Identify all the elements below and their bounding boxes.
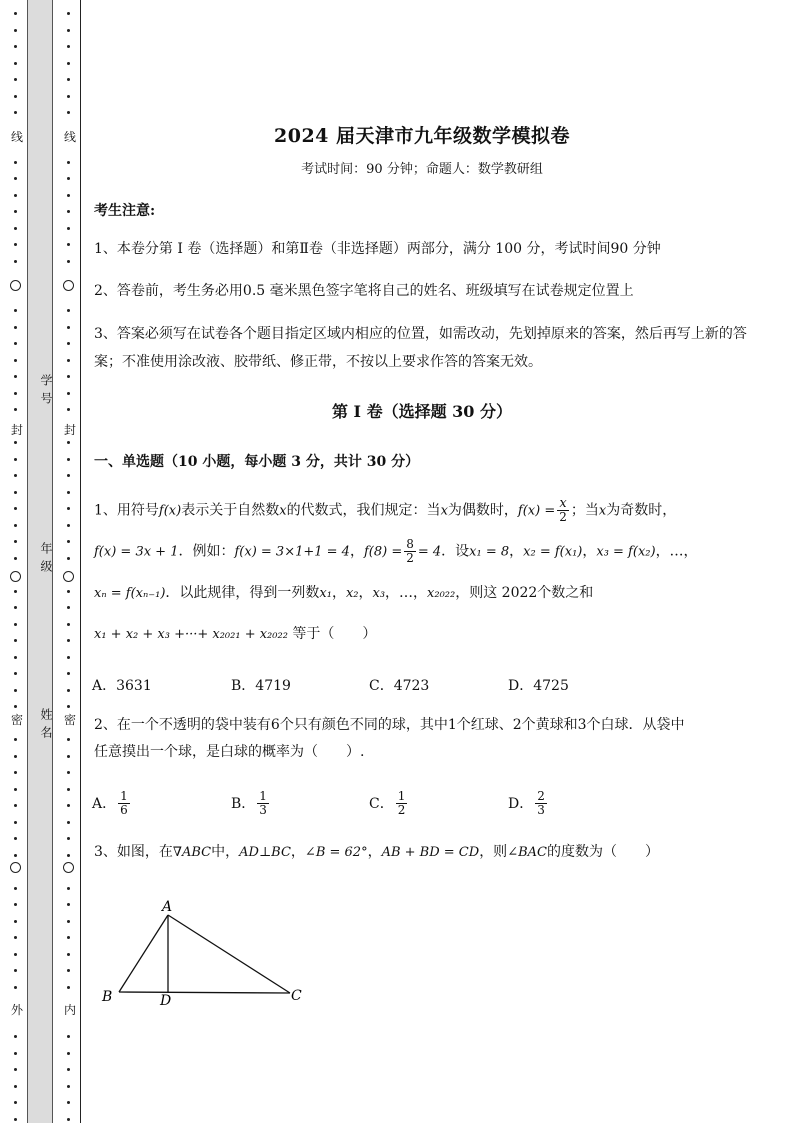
q1-text: ， [331, 585, 346, 601]
seal-char: 线 [63, 130, 76, 144]
seal-dot [67, 788, 70, 791]
q1-text: ，…， [385, 585, 428, 601]
foot-d-label: D [160, 993, 172, 1009]
seal-dot [14, 78, 17, 81]
seal-dot [67, 837, 70, 840]
seal-dot [67, 441, 70, 444]
q1-text: 的代数式，我们规定：当 [286, 502, 441, 519]
notice-item-1: 1、本卷分第 I 卷（选择题）和第Ⅱ卷（非选择题）两部分，满分 100 分，考试时间90 分钟 [94, 241, 661, 257]
denominator: 2 [559, 510, 567, 524]
q2-option-b[interactable] [231, 786, 271, 820]
seal-dot [14, 177, 17, 180]
option-label: D． [508, 796, 534, 812]
q3-math: ∇ABC [172, 845, 212, 860]
q1-math: x₁ [319, 586, 332, 601]
q1-line-3 [94, 580, 750, 607]
notice-heading: 考生注意: [94, 203, 156, 219]
field-grade: 年级 [39, 542, 53, 578]
seal-dot [67, 689, 70, 692]
q1-text: ；当 [570, 502, 599, 519]
seal-dot [67, 854, 70, 857]
seal-dot [14, 788, 17, 791]
seal-dot [14, 29, 17, 32]
q1-text: 等于（ ） [287, 626, 377, 642]
seal-char: 密 [63, 713, 76, 727]
q1-math: f(8) = [363, 544, 403, 560]
q1-math: x [598, 503, 607, 519]
vertex-c-label: C [291, 988, 302, 1004]
q1-line-1 [94, 497, 750, 525]
numerator: 1 [397, 788, 406, 803]
q1-line-2 [94, 538, 750, 566]
q1-text: ， [358, 585, 373, 601]
seal-dot [14, 1052, 17, 1055]
q3-line-1 [94, 839, 750, 866]
q1-options [92, 668, 752, 702]
seal-dot [67, 62, 70, 65]
seal-dot [67, 821, 70, 824]
seal-dot [67, 969, 70, 972]
seal-dot [14, 821, 17, 824]
seal-dot [67, 1118, 70, 1121]
seal-dot [14, 227, 17, 230]
vertex-a-label: A [162, 899, 173, 915]
q1-text: ， [349, 543, 364, 560]
seal-dot [67, 804, 70, 807]
seal-dot [14, 194, 17, 197]
seal-dot [14, 705, 17, 708]
seal-dot [14, 540, 17, 543]
q1-text: ．以此规律，得到一列数 [165, 585, 320, 601]
q1-text: ．例如： [178, 543, 235, 560]
seal-dot [67, 177, 70, 180]
seal-dot [14, 656, 17, 659]
fraction [404, 538, 416, 565]
fraction [557, 497, 569, 524]
page-title: 2024 届天津市九年级数学模拟卷 [274, 125, 570, 147]
fraction [118, 790, 130, 817]
seal-dot [14, 887, 17, 890]
q1-text: 1、用符号 [94, 502, 159, 519]
seal-dot [14, 458, 17, 461]
seal-dot [14, 474, 17, 477]
q1-option-c[interactable]: C．4723 [369, 678, 430, 694]
seal-dot [14, 408, 17, 411]
seal-dot [14, 441, 17, 444]
side-ab [119, 915, 168, 992]
seal-dot [67, 29, 70, 32]
q1-option-d[interactable]: D．4725 [508, 678, 569, 694]
seal-dot [14, 557, 17, 560]
seal-dot [14, 260, 17, 263]
seal-dot [14, 491, 17, 494]
seal-dot [14, 804, 17, 807]
seal-dot [14, 755, 17, 758]
seal-dot [14, 243, 17, 246]
seal-dot [67, 45, 70, 48]
seal-dot [14, 210, 17, 213]
seal-dot [14, 590, 17, 593]
q1-math: x₃ [372, 586, 386, 601]
triangle-figure [92, 895, 322, 1015]
seal-dot [67, 755, 70, 758]
seal-dot [67, 705, 70, 708]
seal-dot [14, 1085, 17, 1088]
seal-dot [67, 375, 70, 378]
seal-dot [14, 771, 17, 774]
seal-dot [67, 491, 70, 494]
q1-math: x₂ [345, 586, 359, 601]
q1-text: ．设 [441, 543, 470, 560]
q1-text: ，…， [655, 543, 698, 560]
seal-dot [14, 969, 17, 972]
seal-dot [67, 1052, 70, 1055]
section-heading: 第 I 卷（选择题 30 分） [331, 402, 513, 421]
seal-dot [14, 342, 17, 345]
q1-text: ， [509, 543, 524, 560]
seal-dot [67, 639, 70, 642]
fraction [257, 790, 269, 817]
seal-dot [14, 111, 17, 114]
seal-dot [14, 738, 17, 741]
seal-char: 内 [63, 1003, 76, 1017]
seal-dot [67, 771, 70, 774]
seal-dot [67, 936, 70, 939]
q1-math: f(x) = [517, 503, 556, 519]
numerator: 1 [259, 788, 267, 803]
q3-math: ∠B = 62° [304, 845, 368, 860]
seal-dot [14, 903, 17, 906]
seal-dot [67, 656, 70, 659]
q1-math: xₙ = f(xₙ₋₁) [94, 586, 166, 601]
vertex-b-label: B [102, 989, 113, 1005]
seal-dot [67, 903, 70, 906]
seal-char: 封 [63, 423, 76, 437]
field-student-id: 学号 [39, 374, 53, 410]
numerator: x [559, 496, 567, 511]
q2-line-1: 2、在一个不透明的袋中装有6个只有颜色不同的球，其中1个红球、2个黄球和3个白球．从袋中 [94, 717, 685, 733]
notice-item-3: 3、答案必须写在试卷各个题目指定区域内相应的位置，如需改动，先划掉原来的答案，然后再写上新的答案；不准使用涂改液、胶带纸、修正带，不按以上要求作答的答案无效。 [94, 326, 747, 370]
numerator: 1 [120, 788, 128, 803]
seal-dot [14, 606, 17, 609]
seal-ring [63, 862, 74, 873]
seal-dot [14, 639, 17, 642]
seal-dot [67, 623, 70, 626]
q3-text: ，则 [479, 844, 508, 860]
q1-text: ， [582, 543, 597, 560]
seal-dot [14, 1068, 17, 1071]
q1-math: x₃ = f(x₂) [596, 544, 656, 560]
seal-dot [67, 590, 70, 593]
q1-option-b[interactable]: B．4719 [231, 678, 291, 694]
seal-char: 外 [10, 1003, 23, 1017]
seal-dot [14, 1035, 17, 1038]
q1-math: x₁ + x₂ + x₃ +···+ x₂₀₂₁ + x₂₀₂₂ [94, 627, 288, 642]
seal-dot [14, 854, 17, 857]
seal-dot [67, 326, 70, 329]
seal-dot [14, 837, 17, 840]
exam-meta: 考试时间：90 分钟；命题人：数学教研组 [301, 162, 543, 177]
seal-dot [14, 986, 17, 989]
seal-dot [67, 309, 70, 312]
q1-line-4 [94, 621, 750, 648]
seal-dot [14, 672, 17, 675]
seal-dot [14, 623, 17, 626]
seal-dot [67, 111, 70, 114]
q1-text: 表示关于自然数 [181, 502, 280, 519]
option-label: B． [231, 796, 256, 812]
seal-dot [67, 606, 70, 609]
fraction [396, 790, 408, 817]
seal-dot [14, 62, 17, 65]
q2-option-d[interactable] [508, 786, 549, 820]
q3-math: AB + BD = CD [381, 845, 480, 860]
denominator: 2 [397, 802, 406, 817]
q1-option-a[interactable]: A．3631 [92, 678, 152, 694]
seal-dot [14, 12, 17, 15]
seal-dot [14, 326, 17, 329]
q2-option-a[interactable] [92, 786, 132, 820]
q1-math: x₂₀₂₂ [427, 586, 456, 601]
seal-dot [14, 689, 17, 692]
outer-seal-line [8, 0, 24, 1123]
seal-ring [10, 571, 21, 582]
denominator: 2 [406, 551, 414, 565]
seal-dot [67, 738, 70, 741]
seal-dot [67, 986, 70, 989]
q1-math: x₂ = f(x₁) [523, 544, 583, 560]
seal-dot [67, 540, 70, 543]
q3-text: ， [367, 844, 382, 860]
q1-math: x₁ = 8 [469, 544, 510, 560]
fraction [535, 790, 547, 817]
seal-dot [14, 936, 17, 939]
seal-dot [67, 408, 70, 411]
seal-dot [14, 524, 17, 527]
seal-dot [67, 672, 70, 675]
student-info-strip [27, 0, 53, 1123]
seal-dot [67, 392, 70, 395]
q3-text: ， [290, 844, 305, 860]
seal-dot [67, 243, 70, 246]
seal-dot [67, 194, 70, 197]
denominator: 3 [259, 802, 267, 817]
inner-seal-line [61, 0, 77, 1123]
seal-dot [67, 1085, 70, 1088]
side-ac [168, 915, 290, 993]
seal-ring [10, 280, 21, 291]
field-name: 姓名 [39, 708, 53, 744]
seal-char: 线 [10, 130, 23, 144]
seal-dot [14, 1118, 17, 1121]
seal-dot [67, 920, 70, 923]
seal-dot [67, 359, 70, 362]
q3-math: AD⊥BC [239, 845, 291, 860]
seal-dot [14, 953, 17, 956]
notice-item-2: 2、答卷前，考生务必用0.5 毫米黑色签字笔将自己的姓名、班级填写在试卷规定位置上 [94, 283, 634, 299]
denominator: 6 [120, 802, 128, 817]
seal-dot [67, 161, 70, 164]
denominator: 3 [537, 802, 545, 817]
option-label: C． [369, 796, 394, 812]
seal-dot [67, 210, 70, 213]
seal-dot [67, 1101, 70, 1104]
seal-dot [14, 309, 17, 312]
seal-dot [14, 45, 17, 48]
seal-dot [14, 920, 17, 923]
numerator: 2 [537, 788, 545, 803]
seal-dot [14, 1101, 17, 1104]
q3-text: 中， [211, 844, 240, 860]
q3-text: 的度数为（ ） [546, 844, 659, 860]
seal-dot [67, 1035, 70, 1038]
seal-dot [67, 78, 70, 81]
part-heading: 一、单选题（10 小题，每小题 3 分，共计 30 分） [94, 454, 420, 470]
option-label: A． [92, 796, 117, 812]
side-bc [119, 992, 290, 993]
seal-dot [14, 507, 17, 510]
seal-dot [14, 392, 17, 395]
seal-dot [67, 227, 70, 230]
q2-option-c[interactable] [369, 786, 409, 820]
q1-text: 为偶数时， [447, 502, 518, 519]
seal-dot [14, 161, 17, 164]
seal-dot [67, 1068, 70, 1071]
seal-dot [14, 375, 17, 378]
seal-dot [67, 95, 70, 98]
q1-text: 为奇数时， [606, 502, 677, 519]
margin-rule [80, 0, 81, 1123]
seal-dot [67, 887, 70, 890]
seal-dot [14, 359, 17, 362]
seal-char: 封 [10, 423, 23, 437]
seal-char: 密 [10, 713, 23, 727]
seal-dot [67, 12, 70, 15]
seal-dot [67, 260, 70, 263]
seal-dot [67, 524, 70, 527]
q1-math: f(x) = 3x + 1 [94, 544, 179, 560]
q3-text: 3、如图，在 [94, 844, 173, 860]
seal-ring [10, 862, 21, 873]
q1-math: = 4 [417, 544, 442, 560]
binding-margin [0, 0, 84, 1123]
seal-dot [67, 458, 70, 461]
q1-math: f(x) [158, 503, 182, 519]
q1-text: ，则这 2022个数之和 [455, 585, 594, 601]
q1-math: f(x) = 3×1+1 = 4 [234, 544, 350, 560]
seal-dot [67, 953, 70, 956]
seal-dot [14, 95, 17, 98]
q1-math: x [279, 503, 287, 519]
seal-dot [67, 474, 70, 477]
q2-options [92, 786, 752, 820]
seal-dot [67, 507, 70, 510]
q1-math: x [440, 503, 448, 519]
seal-ring [63, 571, 74, 582]
q2-line-2: 任意摸出一个球，是白球的概率为（ ）. [94, 744, 365, 760]
seal-dot [67, 557, 70, 560]
q3-math: ∠BAC [507, 845, 547, 860]
seal-dot [67, 342, 70, 345]
numerator: 8 [406, 537, 414, 551]
seal-ring [63, 280, 74, 291]
